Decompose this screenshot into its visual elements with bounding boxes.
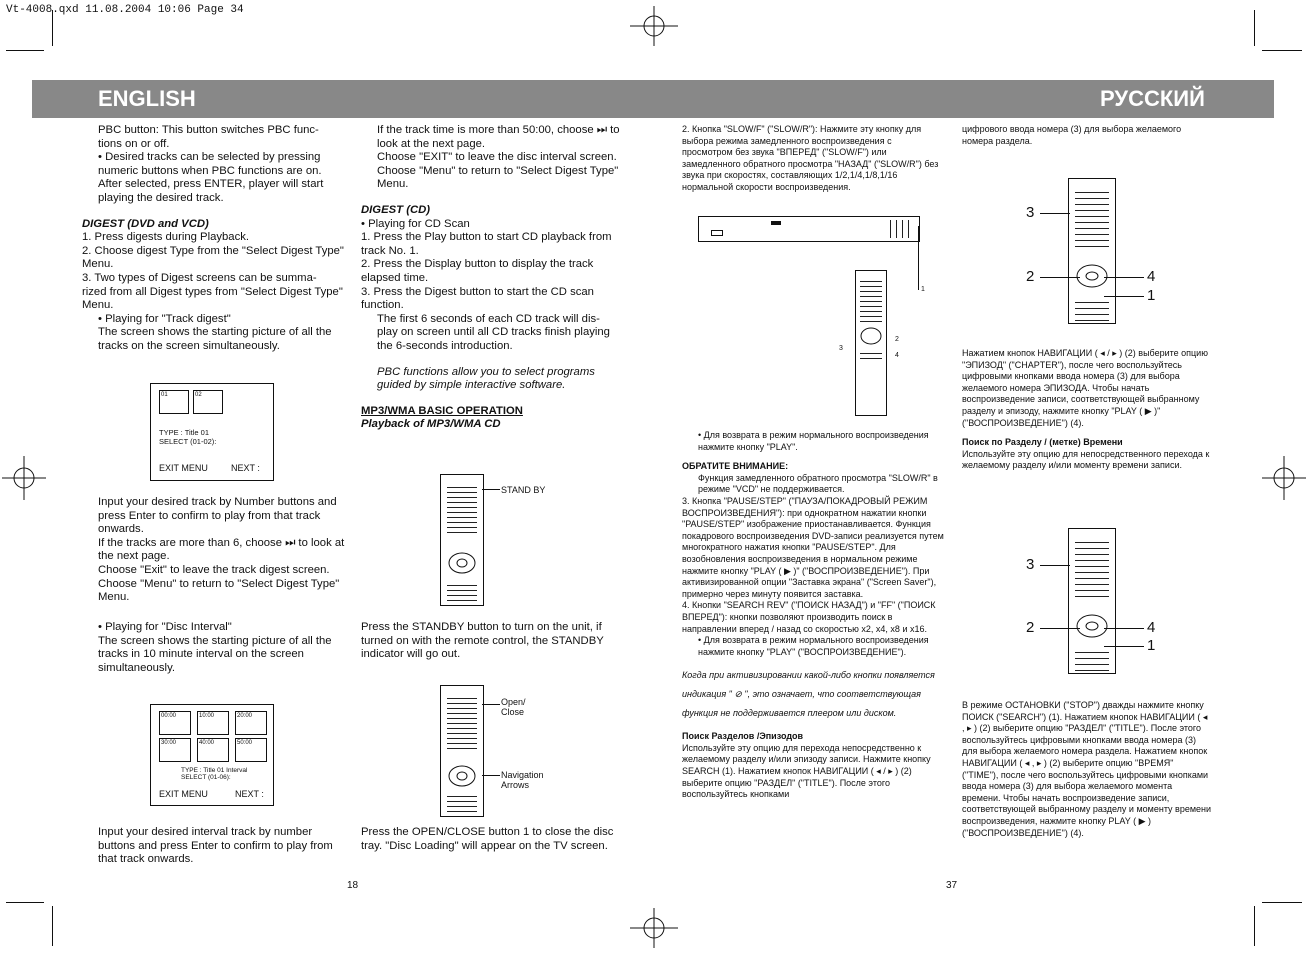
screen-type: TYPE : Title 01 bbox=[159, 428, 210, 437]
remote-label-1: 1 bbox=[1147, 287, 1156, 304]
pbc-note: PBC functions allow you to select programs guided by simple interactive software. bbox=[377, 365, 595, 392]
input-interval-block bbox=[98, 826, 346, 867]
crop-mark bbox=[1254, 906, 1255, 946]
screen-exit: EXIT MENU bbox=[159, 789, 208, 799]
header-russian: РУССКИЙ bbox=[1100, 86, 1205, 111]
navigation-pad-icon bbox=[860, 327, 882, 345]
crop-mark bbox=[1262, 50, 1302, 51]
callout-line bbox=[1040, 628, 1080, 629]
choose-menu-text: Choose "Menu" to return to "Select Digest Type" Menu. bbox=[377, 164, 619, 191]
return-play-text: • Для возврата в режим нормального воспроизведения нажмите кнопку "PLAY". bbox=[698, 430, 929, 452]
remote-label-4: 4 bbox=[1147, 268, 1156, 285]
page-number-left: 18 bbox=[347, 880, 359, 891]
digest-step-1: 1. Press digests during Playback. bbox=[82, 231, 250, 244]
remote-label-2: 2 bbox=[1026, 619, 1035, 636]
remote-label-2: 2 bbox=[1026, 268, 1035, 285]
crop-mark bbox=[6, 50, 44, 51]
screen-type: TYPE : Title 01 Interval bbox=[181, 767, 248, 774]
remote-label-3: 3 bbox=[1026, 556, 1035, 573]
callout-line bbox=[918, 226, 919, 290]
interval-box: 10:00 bbox=[197, 711, 229, 735]
screen-select: SELECT (01-02): bbox=[159, 437, 217, 446]
remote-label-4: 4 bbox=[1147, 619, 1156, 636]
registration-mark-icon bbox=[630, 6, 678, 46]
standby-block bbox=[361, 621, 623, 662]
interval-box: 40:00 bbox=[197, 738, 229, 762]
remote-button-grid bbox=[1075, 647, 1109, 671]
mp3-title: MP3/WMA BASIC OPERATION bbox=[361, 404, 523, 417]
crop-mark bbox=[1262, 902, 1302, 903]
remote-button-grid bbox=[447, 483, 477, 537]
navigation-pad-icon bbox=[1076, 263, 1108, 289]
callout-line bbox=[1104, 628, 1144, 629]
remote-button-grid bbox=[447, 581, 477, 601]
search-buttons-text: 4. Кнопки "SEARCH REV" ("ПОИСК НАЗАД") и "FF" ("ПОИСК ВПЕРЕД"): кнопки позволяют производить поиск в направлении вперед / назад со скоростью x2, x4, x8 и x16. bbox=[682, 600, 936, 634]
remote-button-grid bbox=[860, 277, 882, 323]
input-interval-text: Input your desired interval track by number buttons and press Enter to confirm to play from that track onwards. bbox=[98, 826, 333, 866]
column-4-top: цифрового ввода номера (3) для выбора желаемого номера раздела. bbox=[962, 124, 1182, 146]
remote-control-right-2 bbox=[1068, 528, 1116, 674]
choose-exit-text: Choose "Exit" to leave the track digest screen. bbox=[98, 563, 330, 576]
open-close-label: Open/ Close bbox=[501, 697, 526, 717]
track-digest-desc: The screen shows the starting picture of all the tracks on the screen simultaneously. bbox=[98, 326, 332, 352]
time-search-text: Используйте эту опцию для непосредственного перехода к желаемому разделу и/или моменту времени записи. bbox=[962, 448, 1210, 471]
column-2 bbox=[361, 124, 623, 432]
remote-control-open bbox=[440, 685, 484, 817]
column-1-lower bbox=[98, 496, 346, 605]
callout-line bbox=[1040, 565, 1070, 566]
digest-cd-title: DIGEST (CD) bbox=[361, 203, 431, 216]
callout-line bbox=[482, 489, 500, 490]
standby-text: Press the STANDBY button to turn on the unit, if turned on with the remote control, the STANDBY indicator will go out. bbox=[361, 621, 604, 661]
interval-box: 50:00 bbox=[235, 738, 267, 762]
track-digest-bullet: • Playing for "Track digest" bbox=[98, 312, 231, 325]
callout-line bbox=[1040, 277, 1080, 278]
interval-box: 30:00 bbox=[159, 738, 191, 762]
disc-interval-bullet: • Playing for "Disc Interval" bbox=[98, 621, 232, 633]
callout-line bbox=[482, 775, 500, 776]
italic-note: Когда при активизировании какой-либо кнопки появляется индикация " ⊘ ", это означает, что соответствующая функция не поддерживается плеером или диском. bbox=[682, 670, 935, 719]
chapter-nav-text: Нажатием кнопок НАВИГАЦИИ ( ◂ / ▸ ) (2) выберите опцию "ЭПИЗОД" ("CHAPTER"), после чего воспользуйтесь цифровыми кнопками ввода номера (3) для выбора желаемого номера ЭПИЗОДА. Чтобы начать воспроизведение записи, соответствующей выбранному разделу и эпизоду, нажмите кнопку "PLAY ( ▶ )" ("ВОСПРОИЗВЕДЕНИЕ") (4). bbox=[962, 348, 1208, 428]
player-buttons bbox=[885, 220, 913, 238]
stop-search-text: В режиме ОСТАНОВКИ ("STOP") дважды нажмите кнопку ПОИСК ("SEARCH") (1). Нажатием кнопок НАВИГАЦИИ ( ◂ , ▸ ) (2) выберите опцию "РАЗДЕЛ" ("TITLE"). После этого воспользуйтесь цифровыми кнопками ввода номера (3) для выбора желаемого номера раздела. Нажатием кнопок НАВИГАЦИИ ( ◂ , ▸ ) (2) выберите опцию "ВРЕМЯ" ("TIME"), после чего воспользуйтесь цифровыми кнопками ввода номера (3) для выбора желаемого момента времени. Чтобы начать воспроизведение записи, соответствующей выбранному разделу и моменту времени воспроизведения, нажмите кнопку PLAY ( ▶ ) ("ВОСПРОИЗВЕДЕНИЕ") (4). bbox=[962, 700, 1212, 838]
disc-interval-block bbox=[82, 621, 346, 675]
remote-control-standby bbox=[440, 474, 484, 606]
pause-step-text: 3. Кнопка "PAUSE/STEP" ("ПАУЗА/ПОКАДРОВЫЙ РЕЖИМ ВОСПРОИЗВЕДЕНИЯ"): при однократном нажатии кнопки "PAUSE/STEP" изображение приостанавливается. Функция покадрового воспроизведения DVD-записи реализуется путем многократного нажатия кнопки "PAUSE/STEP". Для возобновления воспроизведения в нормальном режиме нажмите кнопку "PLAY ( ▶ )" ("ВОСПРОИЗВЕДЕНИЕ"). При активизированной опции "Заставка экрана" ("Screen Saver"), примерно через минуту появится заставка. bbox=[682, 495, 944, 599]
pbc-button-text: PBC button: This button switches PBC func- tions on or off. bbox=[98, 124, 319, 150]
navigation-pad-icon bbox=[448, 764, 476, 788]
page-number-right: 37 bbox=[946, 880, 958, 891]
cd-scan-bullet: • Playing for CD Scan bbox=[361, 217, 470, 230]
registration-mark-icon bbox=[1262, 456, 1306, 500]
navigation-pad-icon bbox=[448, 551, 476, 575]
track-digest-screen bbox=[150, 383, 274, 481]
callout-3: 3 bbox=[839, 345, 843, 352]
column-3 bbox=[682, 124, 944, 194]
return-play-text-2: • Для возврата в режим нормального воспроизведения нажмите кнопку "PLAY" ("ВОСПРОИЗВЕДЕНИЕ"). bbox=[698, 635, 929, 657]
remote-control-small bbox=[855, 270, 887, 416]
cd-step-3: 3. Press the Digest button to start the CD scan function. bbox=[361, 285, 594, 312]
column-4-middle bbox=[962, 348, 1212, 472]
crop-mark bbox=[52, 10, 53, 46]
dvd-player-illustration bbox=[698, 216, 920, 242]
open-close-block bbox=[361, 826, 627, 853]
crop-mark bbox=[6, 902, 44, 903]
desired-tracks-text: • Desired tracks can be selected by pressing numeric buttons when PBC functions are on. After selected, press ENTER, player will start playing the desired track. bbox=[98, 151, 324, 204]
time-search-title: Поиск по Разделу / (метке) Времени bbox=[962, 437, 1123, 448]
screen-next: NEXT : bbox=[231, 463, 260, 473]
remote-button-grid bbox=[1075, 537, 1109, 601]
player-display bbox=[711, 230, 723, 236]
interval-box: 20:00 bbox=[235, 711, 267, 735]
callout-2: 2 bbox=[895, 336, 899, 343]
slow-button-text: 2. Кнопка "SLOW/F" ("SLOW/R"): Нажмите эту кнопку для выбора режима замедленного воспроизведения с просмотром без звука "ВПЕРЕД" ("SLOW/F") или замедленного обратного просмотра "НАЗАД" ("SLOW/R") без звука при скоростях, составляющих 1/2,1/4,1/8,1/16 нормальной скорости воспроизведения. bbox=[682, 124, 939, 192]
search-text: Используйте эту опцию для перехода непосредственно к желаемому разделу и/или эпизоду записи. Нажмите кнопку SEARCH (1). Нажатием кнопок НАВИГАЦИИ ( ◂ / ▸ ) (2) выберите опцию "РАЗДЕЛ" ("TITLE"). После этого воспользуйтесь кнопками bbox=[682, 742, 931, 800]
attention-text: Функция замедленного обратного просмотра "SLOW/R" в режиме "VCD" не поддерживается. bbox=[698, 472, 938, 495]
track-time-text: If the track time is more than 50:00, choose ⏭ to look at the next page. bbox=[377, 124, 620, 150]
callout-line bbox=[1104, 646, 1144, 647]
attention-title: ОБРАТИТЕ ВНИМАНИЕ: bbox=[682, 461, 789, 472]
header-english: ENGLISH bbox=[98, 86, 196, 111]
digest-step-2: 2. Choose digest Type from the "Select Digest Type" Menu. bbox=[82, 244, 344, 271]
print-slug: Vt-4008.qxd 11.08.2004 10:06 Page 34 bbox=[6, 4, 244, 16]
search-title: Поиск Разделов /Эпизодов bbox=[682, 731, 804, 742]
thumbnail-box: 02 bbox=[193, 390, 223, 414]
column-1 bbox=[82, 124, 344, 354]
choose-exit-text: Choose "EXIT" to leave the disc interval screen. bbox=[377, 151, 617, 164]
cd-step-1: 1. Press the Play button to start CD playback from track No. 1. bbox=[361, 231, 612, 257]
callout-line bbox=[1104, 296, 1144, 297]
digest-step-3: 3. Two types of Digest screens can be summa- rized from all Digest types from "Select Digest Type" Menu. bbox=[82, 271, 343, 312]
screen-select: SELECT (01-06): bbox=[181, 774, 231, 781]
callout-line bbox=[1040, 213, 1070, 214]
crop-mark bbox=[52, 906, 53, 946]
choose-menu-text: Choose "Menu" to return to "Select Digest Type" Menu. bbox=[98, 577, 340, 604]
remote-control-right-1 bbox=[1068, 178, 1116, 324]
remote-button-grid bbox=[860, 349, 882, 361]
remote-label-1: 1 bbox=[1147, 637, 1156, 654]
cd-step-3-detail: The first 6 seconds of each CD track will dis- play on screen until all CD tracks finish playing the 6-seconds introduction. bbox=[377, 312, 610, 352]
crop-mark bbox=[1254, 10, 1255, 46]
thumbnail-box: 01 bbox=[159, 390, 189, 414]
more-than-6-text: If the tracks are more than 6, choose ⏭ to look at the next page. bbox=[98, 536, 345, 563]
digest-title: DIGEST (DVD and VCD) bbox=[82, 217, 209, 230]
callout-4: 4 bbox=[895, 352, 899, 359]
remote-button-grid bbox=[1075, 297, 1109, 321]
column-4 bbox=[962, 124, 1212, 147]
input-track-text: Input your desired track by Number buttons and press Enter to confirm to play from that track onwards. bbox=[98, 496, 337, 536]
column-3-lower bbox=[682, 430, 944, 801]
screen-next: NEXT : bbox=[235, 789, 264, 799]
callout-line bbox=[1104, 277, 1144, 278]
remote-button-grid bbox=[447, 792, 477, 812]
navigation-arrows-label: Navigation Arrows bbox=[501, 770, 544, 790]
registration-mark-icon bbox=[2, 456, 46, 500]
screen-exit: EXIT MENU bbox=[159, 463, 208, 473]
remote-label-3: 3 bbox=[1026, 204, 1035, 221]
remote-button-grid bbox=[1075, 187, 1109, 251]
cd-step-2: 2. Press the Display button to display the track elapsed time. bbox=[361, 258, 594, 284]
mp3-subtitle: Playback of MP3/WMA CD bbox=[361, 418, 501, 431]
header-bar bbox=[32, 80, 1274, 118]
interval-box: 00:00 bbox=[159, 711, 191, 735]
navigation-pad-icon bbox=[1076, 613, 1108, 639]
disc-interval-desc: The screen shows the starting picture of all the tracks in 10 minute interval on the screen simultaneously. bbox=[98, 634, 332, 674]
remote-button-grid bbox=[447, 694, 477, 750]
disc-interval-screen bbox=[150, 704, 274, 806]
column-4-lower bbox=[962, 700, 1212, 839]
callout-1: 1 bbox=[921, 286, 925, 293]
disc-tray bbox=[771, 221, 781, 225]
callout-line bbox=[482, 704, 500, 705]
stand-by-label: STAND BY bbox=[501, 485, 546, 495]
open-close-text: Press the OPEN/CLOSE button 1 to close the disc tray. "Disc Loading" will appear on the TV screen. bbox=[361, 826, 614, 852]
registration-mark-icon bbox=[630, 908, 678, 948]
